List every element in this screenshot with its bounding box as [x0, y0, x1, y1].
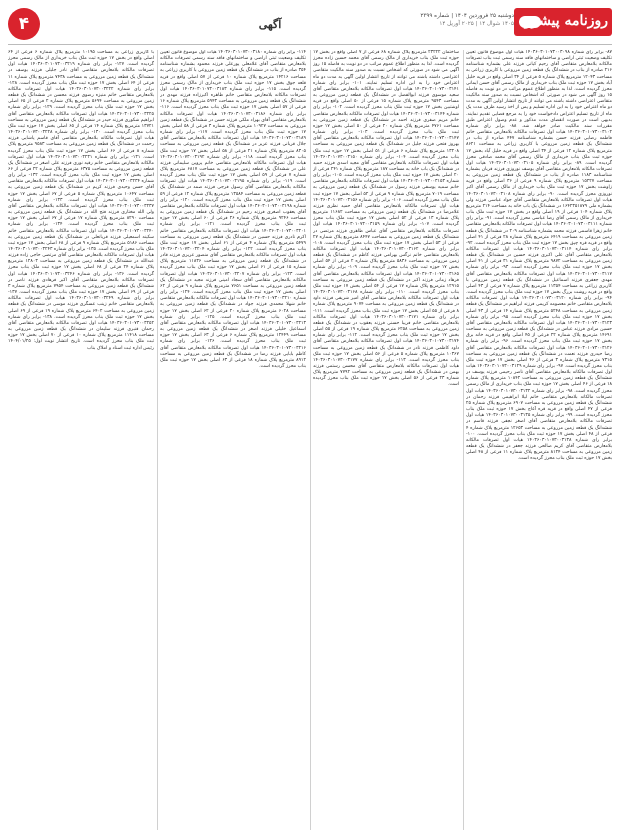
- column-divider: [157, 50, 158, 830]
- notice-column-4: [8, 50, 154, 830]
- notice-column-text: ۸۷- برابر رای شماره ۱۴۰۳۶۰۳۰۱۰۷۳۰۰۳۰۹۸ هیات اول موضوع قانون تعیین تکلیف وضعیت ثبتی اراضی و ساختمانهای فاقد سند رسمی ثبت بناب تصرفات مالکانه بلامعارض متقاضی آقای رحیم کیانی فرزند علی بشماره شناسنامه ۲۱۶ صادره از بناب در ششدانگ یک قطعه زمین مزروعی با کاربری زراعی به مساحت ۱۲۰۴۳ مترمربع پلاک شماره ۵ فرعی از ۳۴ اصلی واقع در قریه خلیل آباد بخش ۱۷ حوزه ثبت ملک بناب خریداری از مالک رسمی آقای حسن ایمانی محرز گردیده است. لذا به منظور اطلاع عموم مراتب در دو نوبت به فاصله ۱۵ روز آگهی می شود در صورتی که اشخاص نسبت به صدور سند مالکیت متقاضی اعتراضی داشته باشند می توانند از تاریخ انتشار اولین آگهی به مدت دو ماه اعتراض خود را به این اداره تسلیم و پس از اخذ رسید ظرف مدت یک ماه از تاریخ تسلیم اعتراض دادخواست خود را به مرجع قضایی تقدیم نمایند. بدیهی است در صورت انقضای مدت مذکور و عدم وصول اعتراض طبق مقررات سند مالکیت صادر خواهد شد. ۸۸- برابر رای شماره ۱۴۰۳۶۰۳۰۱۰۷۳۰۰۳۱۰۲ هیات اول تصرفات مالکانه بلامعارض متقاضی خانم فاطمه رضایی فرزند حسن بشماره شناسنامه ۴۴۷ صادره از بناب در ششدانگ یک قطعه زمین مزروعی با کاربری زراعی به مساحت ۸۶۲۱ مترمربع پلاک شماره ۱۲ فرعی از ۳۴ اصلی واقع در قریه خلیل آباد بخش ۱۷ حوزه ثبت ملک بناب خریداری از مالک رسمی آقای محمد صادقی محرز گردیده است. ۸۹- برابر رای شماره ۱۴۰۳۶۰۳۰۱۰۷۳۰۰۳۱۰۵ هیات اول تصرفات مالکانه بلامعارض متقاضی آقای یوسف نوروزی فرزند قربان بشماره شناسنامه ۱۱۸۳ صادره از بناب در ششدانگ یک قطعه زمین مزروعی به مساحت ۱۵۲۲۷ مترمربع پلاک شماره ۹ فرعی از ۳۶ اصلی واقع در قریه زاوشت بخش ۱۷ حوزه ثبت ملک بناب خریداری از مالک رسمی آقای اکبر نوروزی محرز گردیده است. ۹۰- برابر رای شماره ۱۴۰۳۶۰۳۰۱۰۷۳۰۰۳۱۰۸ هیات اول تصرفات مالکانه بلامعارض متقاضی آقای جواد عباسی فرزند ولی بشماره ملی ۱۶۴۲۳۵۱۸۷۹ در ششدانگ یک باب خانه به مساحت ۲۱۴ مترمربع پلاک شماره ۱۰۴ فرعی از ۱۹ اصلی واقع در بخش ۱۷ حوزه ثبت ملک بناب خریداری از مالک رسمی آقای رضا عباسی محرز گردیده است. ۹۱- برابر رای شماره ۱۴۰۳۶۰۳۰۱۰۷۳۰۰۳۱۱۱ هیات اول تصرفات مالکانه بلامعارض متقاضی خانم زهرا قاسمی فرزند محمد بشماره شناسنامه ۲۰۹ در ششدانگ یک قطعه زمین مزروعی به مساحت ۶۴۱۹ مترمربع پلاک شماره ۲۸ فرعی از ۴۱ اصلی واقع در قریه قره چپق بخش ۱۷ حوزه ثبت ملک بناب محرز گردیده است. ۹۲- برابر رای شماره ۱۴۰۳۶۰۳۰۱۰۷۳۰۰۳۱۱۴ هیات اول تصرفات مالکانه بلامعارض متقاضی آقای علی اکبری فرزند حسین در ششدانگ یک قطعه زمین مزروعی به مساحت ۹۸۷۲ مترمربع پلاک شماره ۳۱ فرعی از ۴۱ اصلی بخش ۱۷ حوزه ثبت ملک بناب محرز گردیده است. ۹۳- برابر رای شماره ۱۴۰۳۶۰۳۰۱۰۷۳۰۰۳۱۱۷ هیات اول تصرفات مالکانه بلامعارض متقاضی آقای مهدی جعفری فرزند اسماعیل در ششدانگ یک قطعه زمین مزروعی با کاربری زراعی به مساحت ۱۱۳۵۴ مترمربع پلاک شماره ۷ فرعی از ۴۳ اصلی واقع در قریه روشت بزرگ بخش ۱۷ حوزه ثبت ملک بناب محرز گردیده است. ۹۴- برابر رای شماره ۱۴۰۳۶۰۳۰۱۰۷۳۰۰۳۱۲۰ هیات اول تصرفات مالکانه بلامعارض متقاضی خانم معصومه کریمی فرزند ابراهیم در ششدانگ یک قطعه زمین مزروعی به مساحت ۵۲۴۸ مترمربع پلاک شماره ۱۴ فرعی از ۴۳ اصلی بخش ۱۷ حوزه ثبت ملک بناب محرز گردیده است. ۹۵- برابر رای شماره ۱۴۰۳۶۰۳۰۱۰۷۳۰۰۳۱۲۳ هیات اول تصرفات مالکانه بلامعارض متقاضی آقای حسین مرادی فرزند عباس در ششدانگ یک قطعه زمین مزروعی به مساحت ۱۴۶۹۱ مترمربع پلاک شماره ۲۲ فرعی از ۴۵ اصلی واقع در قریه خانه برق بخش ۱۷ حوزه ثبت ملک بناب محرز گردیده است. ۹۶- برابر رای شماره ۱۴۰۳۶۰۳۰۱۰۷۳۰۰۳۱۲۶ هیات اول تصرفات مالکانه بلامعارض متقاضی آقای رضا حیدری فرزند نعمت در ششدانگ یک قطعه زمین مزروعی به مساحت ۷۳۱۵ مترمربع پلاک شماره ۳ فرعی از ۴۶ اصلی بخش ۱۷ حوزه ثبت ملک بناب محرز گردیده است. ۹۷- برابر رای شماره ۱۴۰۳۶۰۳۰۱۰۷۳۰۰۳۱۲۹ هیات اول تصرفات مالکانه بلامعارض متقاضی آقای ناصر رحیمی فرزند یوسف در ششدانگ یک قطعه زمین مزروعی به مساحت ۱۰۸۴۲ مترمربع پلاک شماره ۱۸ فرعی از ۴۶ اصلی بخش ۱۷ حوزه ثبت ملک بناب خریداری از مالک رسمی محرز گردیده است. ۹۸- برابر رای شماره ۱۴۰۳۶۰۳۰۱۰۷۳۰۰۳۱۳۲ هیات اول تصرفات مالکانه بلامعارض متقاضی خانم لیلا ابراهیمی فرزند رحمان در ششدانگ یک قطعه زمین مزروعی به مساحت ۶۹۰۷ مترمربع پلاک شماره ۲۵ فرعی از ۴۷ اصلی واقع در قریه قره آغاج بخش ۱۷ حوزه ثبت ملک بناب محرز گردیده است. ۹۹- برابر رای شماره ۱۴۰۳۶۰۳۰۱۰۷۳۰۰۳۱۳۵ هیات اول تصرفات مالکانه بلامعارض متقاضی آقای اصغر نجفی فرزند قاسم در ششدانگ یک قطعه زمین مزروعی به مساحت ۱۲۶۵۳ مترمربع پلاک شماره ۴ فرعی از ۴۸ اصلی بخش ۱۷ حوزه ثبت ملک بناب محرز گردیده است. ۱۰۰- برابر رای شماره ۱۴۰۳۶۰۳۰۱۰۷۳۰۰۳۱۳۸ هیات اول تصرفات مالکانه بلامعارض متقاضی آقای کریم صالحی فرزند جعفر در ششدانگ یک قطعه زمین مزروعی به مساحت ۸۱۲۴ مترمربع پلاک شماره ۱۱ فرعی از ۴۸ اصلی بخش ۱۷ حوزه ثبت ملک بناب محرز گردیده است.: [466, 50, 612, 462]
- notice-column-text: ۱۱۴- برابر رای شماره ۱۴۰۳۶۰۳۰۱۰۷۳۰۰۳۱۸۰ هیات اول موضوع قانون تعیین تکلیف وضعیت ثبتی اراضی و ساختمانهای فاقد سند رسمی تصرفات مالکانه بلامعارض متقاضی آقای غلامعلی پورعلی فرزند محمود بشماره شناسنامه ۳۵۴ صادره از بناب در ششدانگ یک قطعه زمین مزروعی با کاربری زراعی به مساحت ۱۴۲۱۶ مترمربع پلاک شماره ۱۰ فرعی از ۵۷ اصلی واقع در قریه قلعه جوق بخش ۱۷ حوزه ثبت ملک بناب خریداری از مالک رسمی محرز گردیده است. ۱۱۵- برابر رای شماره ۱۴۰۳۶۰۳۰۱۰۷۳۰۰۳۱۸۳ هیات اول تصرفات مالکانه بلامعارض متقاضی خانم طاهره اکبرزاده فرزند مهدی در ششدانگ یک قطعه زمین مزروعی به مساحت ۵۹۴۳ مترمربع پلاک شماره ۱۶ فرعی از ۵۷ اصلی بخش ۱۷ حوزه ثبت ملک بناب محرز گردیده است. ۱۱۶- برابر رای شماره ۱۴۰۳۶۰۳۰۱۰۷۳۰۰۳۱۸۶ هیات اول تصرفات مالکانه بلامعارض متقاضی آقای بهزاد ملکی فرزند حسن در ششدانگ یک قطعه زمین مزروعی به مساحت ۱۰۹۲۷ مترمربع پلاک شماره ۳ فرعی از ۵۸ اصلی بخش ۱۷ حوزه ثبت ملک بناب محرز گردیده است. ۱۱۷- برابر رای شماره ۱۴۰۳۶۰۳۰۱۰۷۳۰۰۳۱۸۹ هیات اول تصرفات مالکانه بلامعارض متقاضی آقای جلال قربانی فرزند عزیز در ششدانگ یک قطعه زمین مزروعی به مساحت ۸۳۰۵ مترمربع پلاک شماره ۲۱ فرعی از ۵۸ اصلی بخش ۱۷ حوزه ثبت ملک بناب محرز گردیده است. ۱۱۸- برابر رای شماره ۱۴۰۳۶۰۳۰۱۰۷۳۰۰۳۱۹۲ هیات اول تصرفات مالکانه بلامعارض متقاضی خانم پروین سلیمانی فرزند علی در ششدانگ یک قطعه زمین مزروعی به مساحت ۶۸۱۷ مترمربع پلاک شماره ۷ فرعی از ۵۹ اصلی بخش ۱۷ حوزه ثبت ملک بناب محرز گردیده است. ۱۱۹- برابر رای شماره ۱۴۰۳۶۰۳۰۱۰۷۳۰۰۳۱۹۵ هیات اول تصرفات مالکانه بلامعارض متقاضی آقای رسول فرجی فرزند صمد در ششدانگ یک قطعه زمین مزروعی به مساحت ۱۳۵۸۴ مترمربع پلاک شماره ۱۲ فرعی از ۵۹ اصلی بخش ۱۷ حوزه ثبت ملک بناب محرز گردیده است. ۱۲۰- برابر رای شماره ۱۴۰۳۶۰۳۰۱۰۷۳۰۰۳۱۹۸ هیات اول تصرفات مالکانه بلامعارض متقاضی آقای یعقوب اصغری فرزند رحیم در ششدانگ یک قطعه زمین مزروعی به مساحت ۹۲۴۶ مترمربع پلاک شماره ۲۶ فرعی از ۶۰ اصلی بخش ۱۷ حوزه ثبت ملک بناب محرز گردیده است. ۱۲۱- برابر رای شماره ۱۴۰۳۶۰۳۰۱۰۷۳۰۰۳۲۰۱ هیات اول تصرفات مالکانه بلامعارض متقاضی خانم اکرم نادری فرزند حسین در ششدانگ یک قطعه زمین مزروعی به مساحت ۵۴۷۹ مترمربع پلاک شماره ۴ فرعی از ۶۱ اصلی بخش ۱۷ حوزه ثبت ملک بناب محرز گردیده است. ۱۲۲- برابر رای شماره ۱۴۰۳۶۰۳۰۱۰۷۳۰۰۳۲۰۴ هیات اول تصرفات مالکانه بلامعارض متقاضی آقای منصور عزیزی فرزند قادر در ششدانگ یک قطعه زمین مزروعی به مساحت ۱۱۸۳۶ مترمربع پلاک شماره ۱۵ فرعی از ۶۱ اصلی بخش ۱۷ حوزه ثبت ملک بناب محرز گردیده است. ۱۲۳- برابر رای شماره ۱۴۰۳۶۰۳۰۱۰۷۳۰۰۳۲۰۷ هیات اول تصرفات مالکانه بلامعارض متقاضی آقای سجاد امینی فرزند مجید در ششدانگ یک قطعه زمین مزروعی به مساحت ۷۶۵۱ مترمربع پلاک شماره ۹ فرعی از ۶۲ اصلی بخش ۱۷ حوزه ثبت ملک بناب محرز گردیده است. ۱۲۴- برابر رای شماره ۱۴۰۳۶۰۳۰۱۰۷۳۰۰۳۲۱۰ هیات اول تصرفات مالکانه بلامعارض متقاضی خانم شهلا محمدی فرزند جواد در ششدانگ یک قطعه زمین مزروعی به مساحت ۶۰۲۸ مترمربع پلاک شماره ۲۰ فرعی از ۶۲ اصلی بخش ۱۷ حوزه ثبت ملک بناب محرز گردیده است. ۱۲۵- برابر رای شماره ۱۴۰۳۶۰۳۰۱۰۷۳۰۰۳۲۱۳ هیات اول تصرفات مالکانه بلامعارض متقاضی آقای اسماعیل خلیلی فرزند اصغر در ششدانگ یک قطعه زمین مزروعی به مساحت ۱۲۴۴۹ مترمربع پلاک شماره ۶ فرعی از ۶۳ اصلی بخش ۱۷ حوزه ثبت ملک بناب محرز گردیده است. ۱۲۶- برابر رای شماره ۱۴۰۳۶۰۳۰۱۰۷۳۰۰۳۲۱۶ هیات اول تصرفات مالکانه بلامعارض متقاضی آقای کاظم بابایی فرزند رضا در ششدانگ یک قطعه زمین مزروعی به مساحت ۸۹۱۲ مترمربع پلاک شماره ۱۸ فرعی از ۶۳ اصلی بخش ۱۷ حوزه ثبت ملک بناب محرز گردیده است.: [160, 50, 306, 369]
- page-number-badge: ۴: [8, 8, 40, 40]
- issue-date-line: دوشنبه ۲۵ فروردین ۱۴۰۴ | شماره ۲۳۹۹: [420, 13, 514, 19]
- page-header: [8, 6, 612, 42]
- section-title: آگهی: [258, 18, 282, 31]
- column-divider: [310, 50, 311, 830]
- newspaper-logo: [514, 8, 612, 36]
- logo-text: روزنامه پیشرو: [524, 13, 608, 29]
- notice-column-3: [160, 50, 306, 830]
- column-divider: [463, 50, 464, 830]
- notice-column-text: با کاربری زراعی به مساحت ۱۰۱۹۵ مترمربع پلاک شماره ۶ فرعی از ۶۴ اصلی واقع در بخش ۱۷ حوزه ثبت ملک بناب خریداری از مالک رسمی محرز گردیده است. ۱۲۷- برابر رای شماره ۱۴۰۳۶۰۳۰۱۰۷۳۰۰۳۲۱۹ هیات اول تصرفات مالکانه بلامعارض متقاضی آقای نادر جلیلی فرزند یوسف در ششدانگ یک قطعه زمین مزروعی به مساحت ۷۴۳۸ مترمربع پلاک شماره ۱۱ فرعی از ۶۴ اصلی بخش ۱۷ حوزه ثبت ملک بناب محرز گردیده است. ۱۲۸- برابر رای شماره ۱۴۰۳۶۰۳۰۱۰۷۳۰۰۳۲۲۲ هیات اول تصرفات مالکانه بلامعارض متقاضی خانم منیژه رضوی فرزند محسن در ششدانگ یک قطعه زمین مزروعی به مساحت ۵۶۹۴ مترمربع پلاک شماره ۲ فرعی از ۶۵ اصلی بخش ۱۷ حوزه ثبت ملک بناب محرز گردیده است. ۱۲۹- برابر رای شماره ۱۴۰۳۶۰۳۰۱۰۷۳۰۰۳۲۲۵ هیات اول تصرفات مالکانه بلامعارض متقاضی آقای ابراهیم شکوری فرزند حیدر در ششدانگ یک قطعه زمین مزروعی به مساحت ۱۳۷۲۱ مترمربع پلاک شماره ۱۴ فرعی از ۶۵ اصلی بخش ۱۷ حوزه ثبت ملک بناب محرز گردیده است. ۱۳۰- برابر رای شماره ۱۴۰۳۶۰۳۰۱۰۷۳۰۰۳۲۲۸ هیات اول تصرفات مالکانه بلامعارض متقاضی آقای قاسم پاشایی فرزند رحمت در ششدانگ یک قطعه زمین مزروعی به مساحت ۹۵۸۳ مترمربع پلاک شماره ۸ فرعی از ۶۶ اصلی بخش ۱۷ حوزه ثبت ملک بناب محرز گردیده است. ۱۳۱- برابر رای شماره ۱۴۰۳۶۰۳۰۱۰۷۳۰۰۳۲۳۱ هیات اول تصرفات مالکانه بلامعارض متقاضی خانم رقیه نوری فرزند علی اصغر در ششدانگ یک قطعه زمین مزروعی به مساحت ۶۳۷۵ مترمربع پلاک شماره ۲۲ فرعی از ۶۶ اصلی بخش ۱۷ حوزه ثبت ملک بناب محرز گردیده است. ۱۳۲- برابر رای شماره ۱۴۰۳۶۰۳۰۱۰۷۳۰۰۳۲۳۴ هیات اول تصرفات مالکانه بلامعارض متقاضی آقای حسن وحیدی فرزند کریم در ششدانگ یک قطعه زمین مزروعی به مساحت ۱۰۶۴۷ مترمربع پلاک شماره ۵ فرعی از ۶۷ اصلی بخش ۱۷ حوزه ثبت ملک بناب محرز گردیده است. ۱۳۳- برابر رای شماره ۱۴۰۳۶۰۳۰۱۰۷۳۰۰۳۲۳۷ هیات اول تصرفات مالکانه بلامعارض متقاضی آقای ولی الله مختاری فرزند فتح الله در ششدانگ یک قطعه زمین مزروعی به مساحت ۸۲۹۰ مترمربع پلاک شماره ۱۷ فرعی از ۶۷ اصلی بخش ۱۷ حوزه ثبت ملک بناب محرز گردیده است. ۱۳۴- برابر رای شماره ۱۴۰۳۶۰۳۰۱۰۷۳۰۰۳۲۴۰ هیات اول تصرفات مالکانه بلامعارض متقاضی خانم سکینه اسمعیلی فرزند قربانعلی در ششدانگ یک قطعه زمین مزروعی به مساحت ۵۱۸۶ مترمربع پلاک شماره ۹ فرعی از ۶۸ اصلی بخش ۱۷ حوزه ثبت ملک بناب محرز گردیده است. ۱۳۵- برابر رای شماره ۱۴۰۳۶۰۳۰۱۰۷۳۰۰۳۲۴۳ هیات اول تصرفات مالکانه بلامعارض متقاضی آقای مرتضی حاجی زاده فرزند عبدالله در ششدانگ یک قطعه زمین مزروعی به مساحت ۱۲۸۰۳ مترمربع پلاک شماره ۲۴ فرعی از ۶۸ اصلی بخش ۱۷ حوزه ثبت ملک بناب محرز گردیده است. ۱۳۶- برابر رای شماره ۱۴۰۳۶۰۳۰۱۰۷۳۰۰۳۲۴۶ هیات اول تصرفات مالکانه بلامعارض متقاضی آقای اکبر فرهادی فرزند ناصر در ششدانگ یک قطعه زمین مزروعی به مساحت ۷۹۵۴ مترمربع پلاک شماره ۳ فرعی از ۶۹ اصلی بخش ۱۷ حوزه ثبت ملک بناب محرز گردیده است. ۱۳۷- برابر رای شماره ۱۴۰۳۶۰۳۰۱۰۷۳۰۰۳۲۴۹ هیات اول تصرفات مالکانه بلامعارض متقاضی خانم زینب عسگری فرزند موسی در ششدانگ یک قطعه زمین مزروعی به مساحت ۶۴۰۲ مترمربع پلاک شماره ۱۹ فرعی از ۶۹ اصلی بخش ۱۷ حوزه ثبت ملک بناب محرز گردیده است. ۱۳۸- برابر رای شماره ۱۴۰۳۶۰۳۰۱۰۷۳۰۰۳۲۵۲ هیات اول تصرفات مالکانه بلامعارض متقاضی آقای رحمان قنبری فرزند سلیمان در ششدانگ یک قطعه زمین مزروعی به مساحت ۱۱۴۱۸ مترمربع پلاک شماره ۱۰ فرعی از ۷۰ اصلی بخش ۱۷ حوزه ثبت ملک بناب محرز گردیده است. تاریخ انتشار نوبت اول: ۱۴۰۴/۰۱/۲۵ رئیس اداره ثبت اسناد و املاک بناب: [8, 50, 154, 351]
- notice-column-2: [313, 50, 459, 830]
- issue-date-block: [410, 12, 514, 28]
- notice-column-text: ساختمان ۲۳۲۲۲ مترمربع پلاک شماره ۶۸ فرعی از ۷ اصلی واقع در بخش ۱۷ حوزه ثبت ملک بناب خریداری از مالک رسمی آقای محمد حسین زاده محرز گردیده است. لذا به منظور اطلاع عموم مراتب در دو نوبت به فاصله ۱۵ روز آگهی می شود در صورتی که اشخاص نسبت به صدور سند مالکیت متقاضی اعتراضی داشته باشند می توانند از تاریخ انتشار اولین آگهی به مدت دو ماه اعتراض خود را به این اداره تسلیم نمایند. ۱۰۱- برابر رای شماره ۱۴۰۳۶۰۳۰۱۰۷۳۰۰۳۱۴۱ هیات اول تصرفات مالکانه بلامعارض متقاضی آقای سعید موسوی فرزند ابوالفضل در ششدانگ یک قطعه زمین مزروعی به مساحت ۹۵۴۳ مترمربع پلاک شماره ۱۵ فرعی از ۵۰ اصلی واقع در قریه اوشتبین بخش ۱۷ حوزه ثبت ملک بناب محرز گردیده است. ۱۰۲- برابر رای شماره ۱۴۰۳۶۰۳۰۱۰۷۳۰۰۳۱۴۴ هیات اول تصرفات مالکانه بلامعارض متقاضی خانم مریم صفری فرزند احمد در ششدانگ یک قطعه زمین مزروعی به مساحت ۴۷۶۱ مترمربع پلاک شماره ۲۰ فرعی از ۵۰ اصلی بخش ۱۷ حوزه ثبت ملک بناب محرز گردیده است. ۱۰۳- برابر رای شماره ۱۴۰۳۶۰۳۰۱۰۷۳۰۰۳۱۴۷ هیات اول تصرفات مالکانه بلامعارض متقاضی آقای بهروز فتحی فرزند جلیل در ششدانگ یک قطعه زمین مزروعی به مساحت ۱۳۲۰۸ مترمربع پلاک شماره ۶ فرعی از ۵۱ اصلی بخش ۱۷ حوزه ثبت ملک بناب محرز گردیده است. ۱۰۴- برابر رای شماره ۱۴۰۳۶۰۳۰۱۰۷۳۰۰۳۱۵۰ هیات اول تصرفات مالکانه بلامعارض متقاضی آقای مجید اسدی فرزند حمید در ششدانگ یک باب خانه به مساحت ۱۸۷ مترمربع پلاک شماره ۲۴۱ فرعی از ۲۰ اصلی بخش ۱۷ حوزه ثبت ملک بناب محرز گردیده است. ۱۰۵- برابر رای شماره ۱۴۰۳۶۰۳۰۱۰۷۳۰۰۳۱۵۳ هیات اول تصرفات مالکانه بلامعارض متقاضی خانم سمیه یوسفی فرزند رسول در ششدانگ یک قطعه زمین مزروعی به مساحت ۷۰۱۹ مترمربع پلاک شماره ۹ فرعی از ۵۲ اصلی بخش ۱۷ حوزه ثبت ملک بناب محرز گردیده است. ۱۰۶- برابر رای شماره ۱۴۰۳۶۰۳۰۱۰۷۳۰۰۳۱۵۶ هیات اول تصرفات مالکانه بلامعارض متقاضی آقای حمید نظری فرزند غلامرضا در ششدانگ یک قطعه زمین مزروعی به مساحت ۱۱۶۸۲ مترمربع پلاک شماره ۱۳ فرعی از ۵۲ اصلی بخش ۱۷ حوزه ثبت ملک بناب محرز گردیده است. ۱۰۷- برابر رای شماره ۱۴۰۳۶۰۳۰۱۰۷۳۰۰۳۱۵۹ هیات اول تصرفات مالکانه بلامعارض متقاضی آقای عباس طاهری فرزند مرتضی در ششدانگ یک قطعه زمین مزروعی به مساحت ۸۴۴۷ مترمربع پلاک شماره ۲۷ فرعی از ۵۳ اصلی بخش ۱۷ حوزه ثبت ملک بناب محرز گردیده است. ۱۰۸- برابر رای شماره ۱۴۰۳۶۰۳۰۱۰۷۳۰۰۳۱۶۲ هیات اول تصرفات مالکانه بلامعارض متقاضی خانم نرگس بهرامی فرزند کاظم در ششدانگ یک قطعه زمین مزروعی به مساحت ۵۸۳۶ مترمربع پلاک شماره ۲ فرعی از ۵۴ اصلی بخش ۱۷ حوزه ثبت ملک بناب محرز گردیده است. ۱۰۹- برابر رای شماره ۱۴۰۳۶۰۳۰۱۰۷۳۰۰۳۱۶۵ هیات اول تصرفات مالکانه بلامعارض متقاضی آقای فرهاد زمانی فرزند اکبر در ششدانگ یک قطعه زمین مزروعی به مساحت ۱۲۹۱۵ مترمربع پلاک شماره ۱۷ فرعی از ۵۴ اصلی بخش ۱۷ حوزه ثبت ملک بناب محرز گردیده است. ۱۱۰- برابر رای شماره ۱۴۰۳۶۰۳۰۱۰۷۳۰۰۳۱۶۸ هیات اول تصرفات مالکانه بلامعارض متقاضی آقای امیر شریفی فرزند داود در ششدانگ یک قطعه زمین مزروعی به مساحت ۹۰۷۴ مترمربع پلاک شماره ۸ فرعی از ۵۵ اصلی بخش ۱۷ حوزه ثبت ملک بناب محرز گردیده است. ۱۱۱- برابر رای شماره ۱۴۰۳۶۰۳۰۱۰۷۳۰۰۳۱۷۱ هیات اول تصرفات مالکانه بلامعارض متقاضی خانم فریبا حسنی فرزند یعقوب در ششدانگ یک قطعه زمین مزروعی به مساحت ۶۲۵۸ مترمربع پلاک شماره ۱۹ فرعی از ۵۵ اصلی بخش ۱۷ حوزه ثبت ملک بناب محرز گردیده است. ۱۱۲- برابر رای شماره ۱۴۰۳۶۰۳۰۱۰۷۳۰۰۳۱۷۴ هیات اول تصرفات مالکانه بلامعارض متقاضی آقای داود کاظمی فرزند نادر در ششدانگ یک قطعه زمین مزروعی به مساحت ۱۰۳۶۷ مترمربع پلاک شماره ۵ فرعی از ۵۶ اصلی بخش ۱۷ حوزه ثبت ملک بناب محرز گردیده است. ۱۱۳- برابر رای شماره ۱۴۰۳۶۰۳۰۱۰۷۳۰۰۳۱۷۷ هیات اول تصرفات مالکانه بلامعارض متقاضی آقای محسن رستمی فرزند بهمن در ششدانگ یک قطعه زمین مزروعی به مساحت ۷۷۹۲ مترمربع پلاک شماره ۲۳ فرعی از ۵۶ اصلی بخش ۱۷ حوزه ثبت ملک بناب محرز گردیده است.: [313, 50, 459, 388]
- issue-date-line-secondary: ۱۴۰۵ شوال ۱۴ | ۲۰۲۵ آوریل ۱۴: [439, 21, 514, 27]
- notice-columns: [8, 50, 612, 830]
- notice-column-1: [466, 50, 612, 830]
- header-divider: [8, 44, 612, 45]
